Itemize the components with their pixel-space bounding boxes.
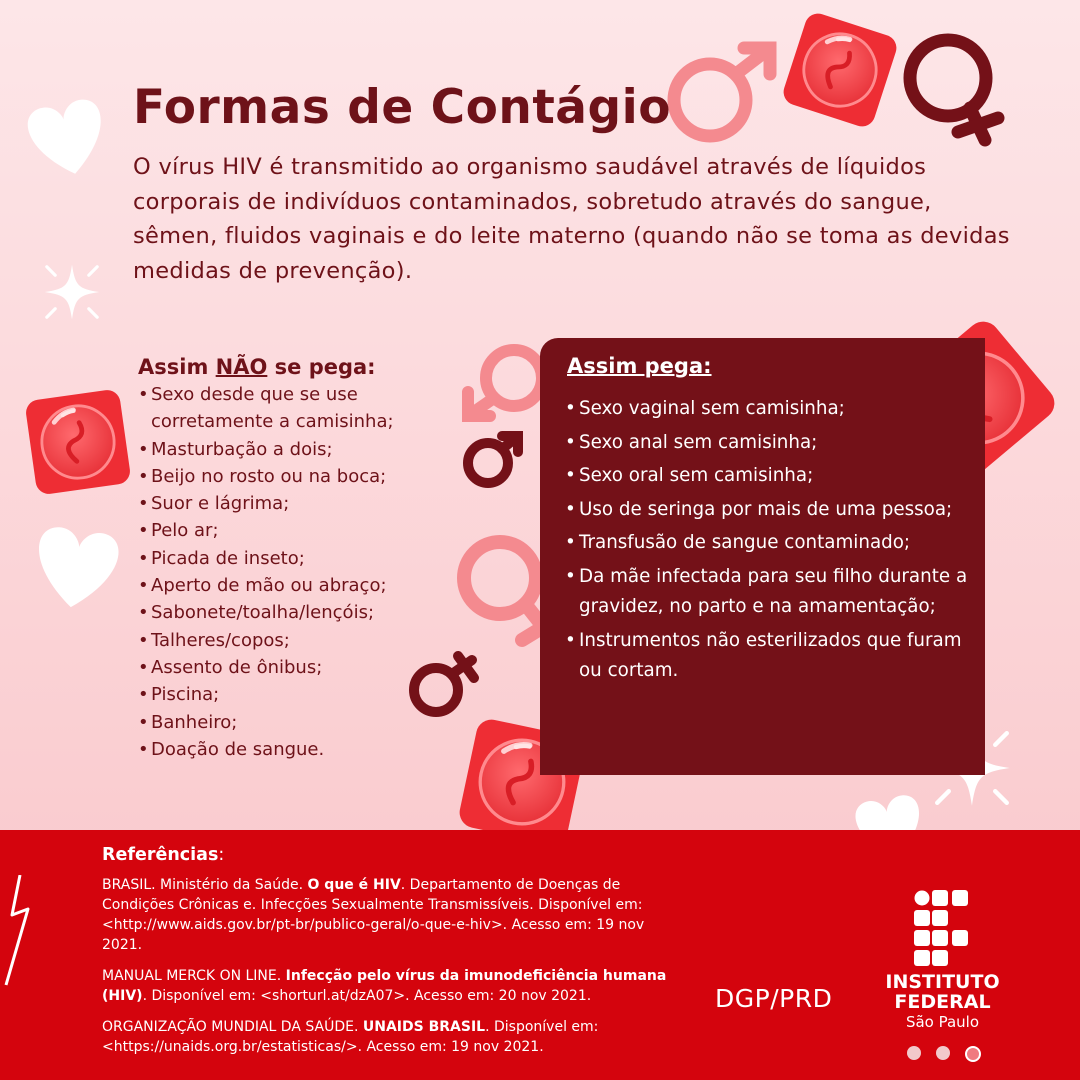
reference-title: UNAIDS BRASIL [362, 1019, 486, 1035]
not-transmitted-list [138, 381, 468, 763]
not-transmitted-section [138, 355, 468, 763]
lightning-decoration-icon [0, 875, 50, 995]
list-item: • Piscina; [138, 681, 468, 708]
list-item: • Masturbação a dois; [138, 436, 468, 463]
reference-text: MANUAL MERCK ON LINE. [102, 968, 286, 984]
transmitted-heading: Assim pega: [567, 354, 712, 378]
list-item: • Sabonete/toalha/lençóis; [138, 599, 468, 626]
reference-title: O que é HIV [307, 877, 401, 893]
reference-item [102, 966, 682, 1006]
transmitted-list [565, 394, 975, 690]
references-section [102, 845, 682, 1068]
list-item: • Transfusão de sangue contaminado; [565, 528, 975, 559]
page-dot[interactable] [907, 1046, 921, 1060]
page-dot[interactable] [936, 1046, 950, 1060]
references-heading-text: Referências [102, 845, 219, 865]
heart-icon [24, 96, 111, 181]
condom-icon [24, 388, 131, 495]
sparkle-icon [45, 265, 100, 320]
female-symbol-icon [910, 40, 998, 140]
list-item: • Talheres/copos; [138, 627, 468, 654]
institution-name-line2: FEDERAL [894, 991, 991, 1013]
reference-text: ORGANIZAÇÃO MUNDIAL DA SAÚDE. [102, 1019, 363, 1035]
page-dot[interactable] [965, 1046, 981, 1062]
page-title: Formas de Contágio [133, 80, 672, 135]
reference-title: Infecção pelo vírus da imunodeficiência humana (HIV) [102, 968, 667, 1004]
male-symbol-icon [674, 48, 770, 136]
department-label: DGP/PRD [715, 984, 833, 1013]
list-item: • Uso de seringa por mais de uma pessoa; [565, 495, 975, 526]
reference-text: . Departamento de Doenças de Condições Crônicas e. Infecções Sexualmente Transmissíveis. Disponível em: <http://www.aids.gov.br/pt-br/publico-geral/o-que-e-hiv>. Acesso em: 19 nov 2021. [102, 877, 645, 953]
reference-text: . Disponível em: <https://unaids.org.br/estatisticas/>. Acesso em: 19 nov 2021. [102, 1019, 599, 1055]
reference-item [102, 1017, 682, 1057]
reference-text: BRASIL. Ministério da Saúde. [102, 877, 308, 893]
list-item: • Aperto de mão ou abraço; [138, 572, 468, 599]
institution-logo-icon [914, 890, 974, 970]
list-item: • Doação de sangue. [138, 736, 468, 763]
list-item: • Banheiro; [138, 709, 468, 736]
list-item: • Sexo vaginal sem camisinha; [565, 394, 975, 425]
condom-icon [780, 10, 900, 130]
references-heading [102, 845, 682, 865]
list-item: • Da mãe infectada para seu filho durante a gravidez, no parto e na amamentação; [565, 562, 975, 623]
heading-suffix: se pega: [267, 355, 376, 379]
male-symbol-icon [468, 436, 518, 483]
not-transmitted-heading [138, 355, 468, 379]
heading-prefix: Assim [138, 355, 216, 379]
list-item: • Assento de ônibus; [138, 654, 468, 681]
list-item: • Instrumentos não esterilizados que furam ou cortam. [565, 626, 975, 687]
list-item: • Sexo oral sem camisinha; [565, 461, 975, 492]
list-item: • Pelo ar; [138, 517, 468, 544]
institution-campus: São Paulo [905, 1013, 980, 1031]
intro-paragraph: O vírus HIV é transmitido ao organismo saudável através de líquidos corporais de indivíduos contaminados, sobretudo através do sangue, sêmen, fluidos vaginais e do leite materno (quando não se toma as devidas medidas de prevenção). [133, 154, 1010, 284]
institution-name-line1: INSTITUTO [885, 971, 1000, 993]
reference-text: . Disponível em: <shorturl.at/dzA07>. Acesso em: 20 nov 2021. [142, 988, 592, 1004]
list-item: • Picada de inseto; [138, 545, 468, 572]
transmitted-section [540, 338, 985, 775]
heading-emphasis: NÃO [215, 355, 268, 379]
list-item: • Sexo desde que se use corretamente a camisinha; [138, 381, 468, 436]
reference-item [102, 875, 682, 955]
heart-icon [31, 525, 121, 613]
male-symbol-icon [468, 350, 542, 416]
list-item: • Beijo no rosto ou na boca; [138, 463, 468, 490]
list-item: • Sexo anal sem camisinha; [565, 428, 975, 459]
list-item: • Suor e lágrima; [138, 490, 468, 517]
references-heading-colon: : [218, 845, 225, 865]
